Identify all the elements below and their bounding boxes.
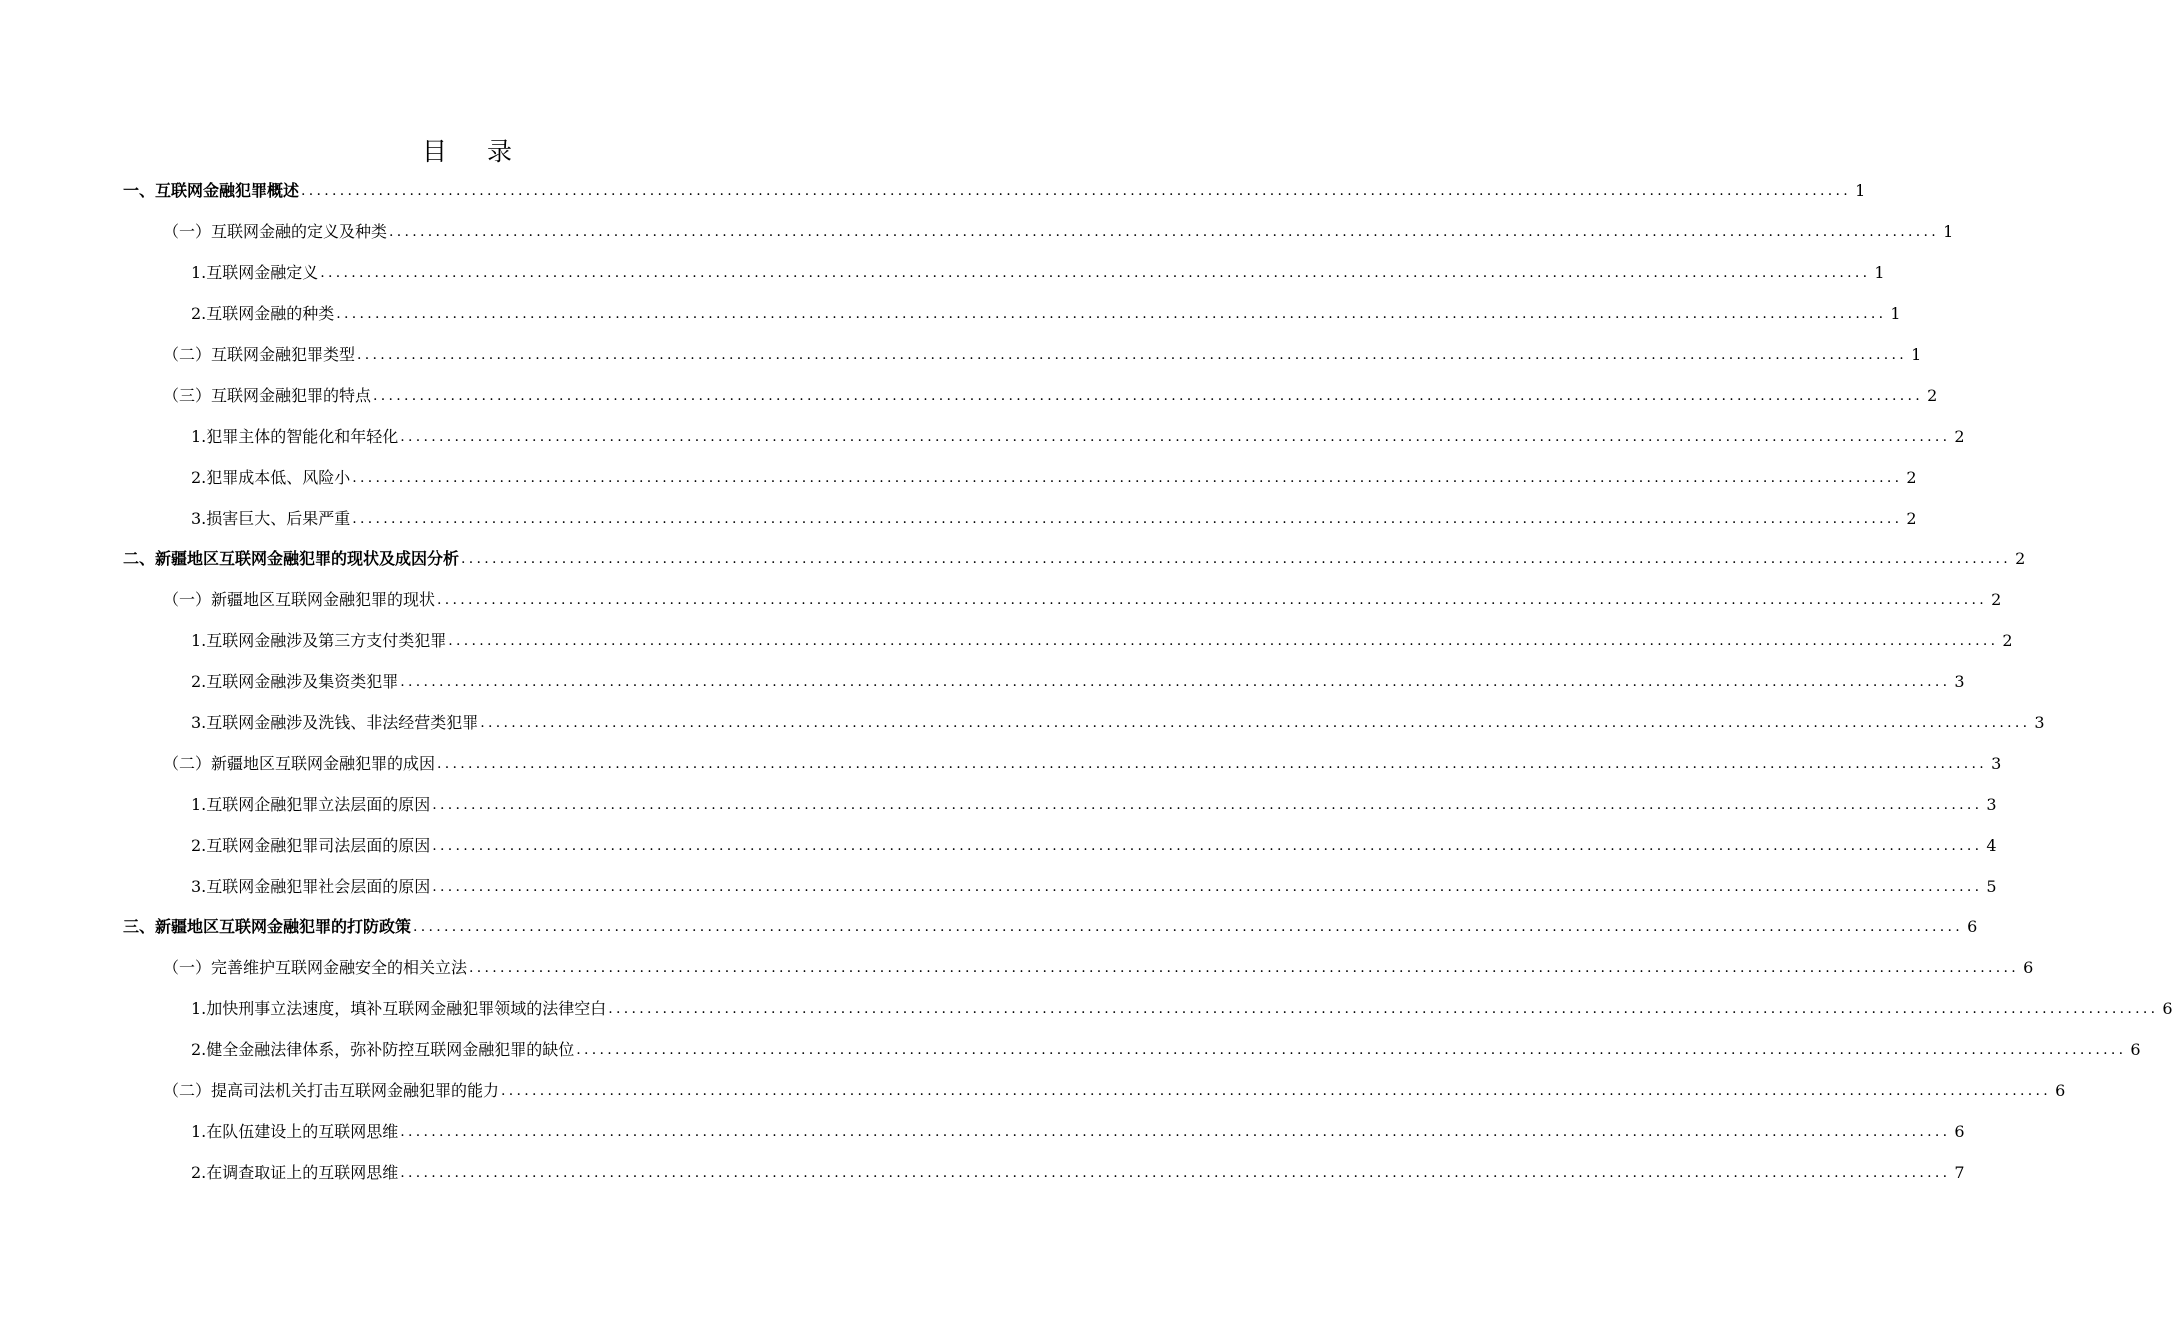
dot-leader: ........................................................................................................................................................................................................ [373,387,1924,404]
toc-entry-label: 三、新疆地区互联网金融犯罪的打防政策 [123,917,412,937]
toc-entry-page-number: 2 [2015,549,2026,569]
dot-leader: ........................................................................................................................................................................................................ [461,551,2012,568]
toc-entry[interactable] [0,784,1997,825]
toc-entry[interactable] [0,171,1866,212]
toc-entry-label: 一、互联网金融犯罪概述 [123,181,300,201]
toc-entry-page-number: 7 [1954,1162,1965,1182]
toc-entry[interactable] [0,989,2173,1030]
dot-leader: ........................................................................................................................................................................................................ [400,428,1951,445]
toc-entry-page-number: 1 [1874,263,1885,283]
toc-entry-label: 3.互联网金融犯罪社会层面的原因 [191,876,431,896]
toc-entry-page-number: 6 [1954,1121,1965,1141]
toc-entry[interactable] [0,1111,1965,1152]
dot-leader: ........................................................................................................................................................................................................ [432,796,1983,813]
toc-entry[interactable] [0,539,2026,580]
toc-entry[interactable] [0,948,2034,989]
toc-entry[interactable] [0,580,2002,621]
toc-entry-label: 2.在调查取证上的互联网思维 [191,1162,399,1182]
toc-entry-label: 1.互联网企融犯罪立法层面的原因 [191,794,431,814]
toc-entry-page-number: 6 [2055,1081,2066,1101]
toc-entry[interactable] [0,662,1965,703]
toc-entry-label: 2.互联网金融涉及集资类犯罪 [191,672,399,692]
dot-leader: ........................................................................................................................................................................................................ [336,306,1887,323]
toc-entry-page-number: 3 [1986,794,1997,814]
dot-leader: ........................................................................................................................................................................................................ [437,592,1988,609]
toc-entry-page-number: 2 [1954,426,1965,446]
toc-entry[interactable] [0,416,1965,457]
toc-entry-label: （二）互联网金融犯罪类型 [163,345,356,364]
toc-entry-label: 2.犯罪成本低、风险小 [191,467,351,487]
toc-entry[interactable] [0,1071,2066,1112]
dot-leader: ........................................................................................................................................................................................................ [432,837,1983,854]
toc-entry-page-number: 3 [2034,713,2045,733]
dot-leader: ........................................................................................................................................................................................................ [389,224,1940,241]
toc-entry-label: 二、新疆地区互联网金融犯罪的现状及成因分析 [123,549,460,569]
dot-leader: ........................................................................................................................................................................................................ [352,469,1903,486]
toc-entry[interactable] [0,825,1997,866]
toc-entry[interactable] [0,621,2013,662]
toc-entry[interactable] [0,703,2045,744]
toc-entry[interactable] [0,866,1997,907]
toc-entry-page-number: 1 [1943,222,1954,242]
dot-leader: ........................................................................................................................................................................................................ [413,919,1964,936]
toc-entry-page-number: 2 [1906,467,1917,487]
dot-leader: ........................................................................................................................................................................................................ [448,633,1999,650]
table-of-contents [0,171,2173,1193]
toc-entry-label: 3.损害巨大、后果严重 [191,508,351,528]
toc-entry-label: （三）互联网金融犯罪的特点 [163,385,372,405]
toc-entry-page-number: 5 [1986,876,1997,896]
toc-entry-page-number: 1 [1890,304,1901,324]
dot-leader: ........................................................................................................................................................................................................ [320,265,1871,282]
dot-leader: ........................................................................................................................................................................................................ [400,1164,1951,1181]
toc-entry-page-number: 1 [1911,345,1922,364]
toc-entry-page-number: 6 [2162,999,2173,1019]
toc-title: 目 录 [422,137,528,166]
toc-entry-page-number: 2 [1991,590,2002,610]
dot-leader: ........................................................................................................................................................................................................ [501,1083,2052,1100]
dot-leader: ........................................................................................................................................................................................................ [400,1123,1951,1140]
toc-entry-label: （一）新疆地区互联网金融犯罪的现状 [163,590,436,610]
dot-leader: ........................................................................................................................................................................................................ [576,1042,2127,1059]
dot-leader: ........................................................................................................................................................................................................ [608,1001,2159,1018]
dot-leader: ........................................................................................................................................................................................................ [352,510,1903,527]
dot-leader: ........................................................................................................................................................................................................ [357,347,1908,363]
toc-entry-page-number: 3 [1991,753,2002,773]
toc-entry-page-number: 2 [2002,631,2013,651]
toc-entry[interactable] [0,335,1922,376]
toc-entry-page-number: 6 [1967,917,1978,937]
toc-entry-label: 1.互联网金融定义 [191,263,319,283]
toc-entry-label: 3.互联网金融涉及洗钱、非法经营类犯罪 [191,713,479,733]
toc-entry-label: （二）新疆地区互联网金融犯罪的成因 [163,753,436,773]
dot-leader: ........................................................................................................................................................................................................ [437,755,1988,772]
toc-entry[interactable] [0,907,1978,948]
toc-entry[interactable] [0,212,1954,253]
toc-entry-page-number: 6 [2130,1040,2141,1060]
toc-entry-label: （一）完善维护互联网金融安全的相关立法 [163,958,468,978]
toc-entry[interactable] [0,1030,2141,1071]
toc-entry-page-number: 2 [1906,508,1917,528]
toc-entry-label: 2.互联网金融的种类 [191,304,335,324]
dot-leader: ........................................................................................................................................................................................................ [301,183,1852,200]
toc-entry[interactable] [0,375,1938,416]
dot-leader: ........................................................................................................................................................................................................ [432,878,1983,895]
dot-leader: ........................................................................................................................................................................................................ [469,960,2020,977]
toc-entry-page-number: 4 [1986,835,1997,855]
toc-entry-label: 2.互联网金融犯罪司法层面的原因 [191,835,431,855]
toc-entry[interactable] [0,1152,1965,1193]
toc-entry[interactable] [0,498,1917,539]
toc-entry-label: 1.在队伍建设上的互联网思维 [191,1121,399,1141]
dot-leader: ........................................................................................................................................................................................................ [480,715,2031,732]
toc-entry[interactable] [0,457,1917,498]
toc-entry-label: 1.加快刑事立法速度，填补互联网金融犯罪领域的法律空白 [191,999,607,1019]
toc-entry[interactable] [0,253,1885,294]
toc-entry-page-number: 2 [1927,385,1938,405]
toc-entry-label: （二）提高司法机关打击互联网金融犯罪的能力 [163,1081,500,1101]
toc-entry-page-number: 1 [1855,181,1866,201]
toc-entry-label: 2.健全金融法律体系，弥补防控互联网金融犯罪的缺位 [191,1040,575,1060]
toc-entry-page-number: 6 [2023,958,2034,978]
toc-entry-page-number: 3 [1954,672,1965,692]
toc-entry[interactable] [0,743,2002,784]
dot-leader: ........................................................................................................................................................................................................ [400,674,1951,691]
toc-entry-label: （一）互联网金融的定义及种类 [163,222,388,242]
toc-entry[interactable] [0,294,1901,335]
toc-entry-label: 1.犯罪主体的智能化和年轻化 [191,426,399,446]
toc-entry-label: 1.互联网金融涉及第三方支付类犯罪 [191,631,447,651]
